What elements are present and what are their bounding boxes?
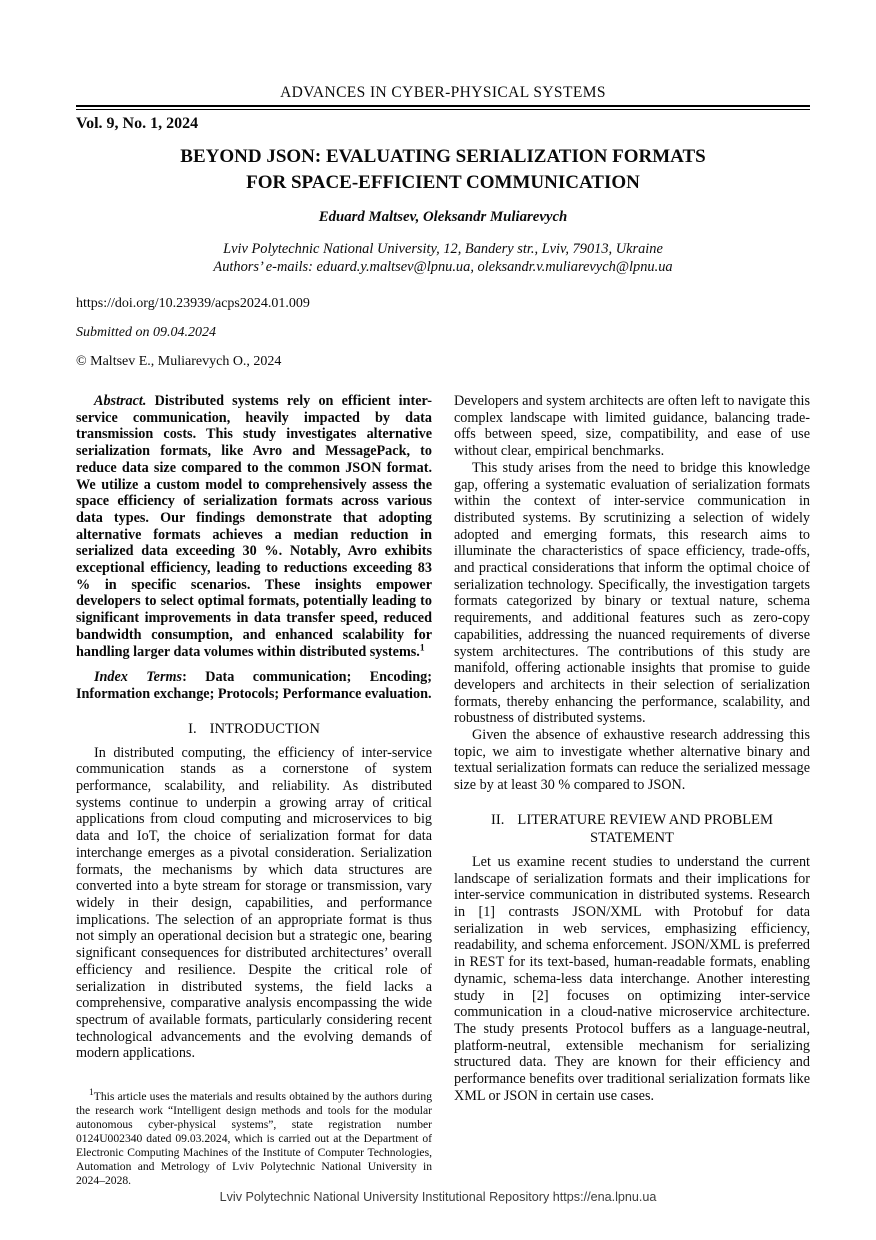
article-title [76, 144, 810, 196]
abstract-label: Abstract. [94, 393, 147, 409]
two-column-body [76, 393, 810, 1188]
copyright-line: © Maltsev E., Muliarevych O., 2024 [76, 354, 282, 369]
section-number: I. [188, 720, 197, 737]
page-content [76, 0, 810, 1188]
index-terms-colon: : [182, 669, 206, 686]
footnote-marker: 1 [89, 1088, 94, 1099]
article-title-line1: BEYOND JSON: EVALUATING SERIALIZATION FORMATS [180, 146, 706, 167]
section-number: II. [491, 811, 505, 828]
body-paragraph-continuation: Developers and system architects are often left to navigate this complex landscape with limited guidance, balancing trade-offs between speed, size, compatibility, and ease of use without clear, empirical benchmarks. [454, 393, 810, 460]
left-column [76, 393, 432, 1188]
abstract-text: Distributed systems rely on efficient inter-service communication, heavily impacted by data transmission costs. This study investigates alternative serialization formats, like Avro and MessagePack, to reduce data size compared to the common JSON format. We utilize a custom model to comprehensively assess the space efficiency of serialization formats across various data types. Our findings demonstrate that adopting alternative formats achieves a median reduction in serialized data exceeding 30 %. Notably, Avro exhibits exceptional efficiency, leading to reductions exceeding 83 % in specific scenarios. These insights empower developers to select optimal formats, potentially leading to significant improvements in data transfer speed, reduced bandwidth consumption, and enhanced scalability for handling larger data volumes within distributed systems. [76, 393, 432, 660]
footnote [76, 1080, 432, 1188]
body-paragraph-literature: Let us examine recent studies to understand the current landscape of serialization formats and their implications for inter-service communication in distributed systems. Research in [1] contrasts JSON/XML with Protobuf for data serialization in web services, emphasizing efficiency, readability, and schema enforcement. JSON/XML is preferred in REST for its text-based, human-readable formats, enabling dynamic, schema-less data interchange. Another interesting study in [2] focuses on optimizing inter-service communication in a cloud-native microservice architecture. The study presents Protocol buffers as a language-neutral, platform-neutral, extensible mechanism for serializing structured data. They are known for their efficiency and performance benefits over traditional serialization formats like XML or JSON in certain use cases. [454, 853, 810, 1104]
emails-line: Authors’ e-mails: eduard.y.maltsev@lpnu.ua, oleksandr.v.muliarevych@lpnu.ua [213, 259, 673, 275]
body-paragraph-given-absence: Given the absence of exhaustive research addressing this topic, we aim to investigate whether alternative binary and textual serialization formats can reduce the serialized message size by at least 30 % compared to JSON. [454, 727, 810, 794]
volume-line: Vol. 9, No. 1, 2024 [76, 115, 199, 132]
body-paragraph-study-arises: This study arises from the need to bridge this knowledge gap, offering a systematic evaluation of serialization formats within the context of inter-service communication in distributed systems. By scrutinizing a selection of widely adopted and emerging formats, this research aims to illuminate the characteristics of space efficiency, trade-offs, and practical considerations that inform the optimal choice of serialization technology. Specifically, the investigation targets formats categorized by binary or textual nature, schema requirements, and additional features such as zero-copy capabilities, addressing the nuanced requirements of diverse system architectures. The contributions of this study are manifold, offering actionable insights that promise to guide developers and architects in their selection of serialization formats, thereby enhancing the performance, scalability, and robustness of distributed systems. [454, 459, 810, 727]
right-column [454, 393, 810, 1188]
article-title-line2: FOR SPACE-EFFICIENT COMMUNICATION [246, 172, 640, 193]
repository-footer: Lviv Polytechnic National University Institutional Repository https://ena.lpnu.ua [219, 1190, 657, 1204]
footnote-text: This article uses the materials and results obtained by the authors during the research work “Intelligent design methods and tools for the modular autonomous cyber-physical systems”, state registration number 0124U002340 dated 09.03.2024, which is carried out at the Department of Electronic Computing Machines of the Institute of Computer Technologies, Automation and Metrology of Lviv Polytechnic National University in 2024–2028. [76, 1090, 432, 1187]
intro-paragraph: In distributed computing, the efficiency of inter-service communication stands as a cornerstone of system performance, scalability, and reliability. As distributed systems continue to underpin a growing array of critical applications from cloud computing and microservices to big data and IoT, the choice of serialization format for data interchange emerges as a pivotal consideration. Serialization formats, the mechanisms by which data structures are converted into a byte stream for storage or transmission, vary widely in their design, capabilities, and performance implications. The selection of an appropriate format is thus not simply an operational decision but a strategic one, bearing significant consequences for distributed architectures’ overall efficiency and resilience. Despite the critical role of serialization in distributed systems, the field lacks a comprehensive, comparative analysis encompassing the wide spectrum of available formats, particularly considering recent technological advancements and the evolving demands of modern applications. [76, 744, 432, 1062]
section-heading-literature-review [454, 811, 810, 847]
abstract-footnote-marker: 1 [419, 642, 425, 653]
abstract-paragraph [76, 393, 432, 660]
header-rule [76, 105, 810, 110]
authors-line: Eduard Maltsev, Oleksandr Muliarevych [318, 209, 568, 225]
index-terms-label: Index Terms [94, 669, 183, 686]
affiliation-line: Lviv Polytechnic National University, 12, Bandery str., Lviv, 79013, Ukraine [223, 241, 663, 257]
index-terms-text: Data communication; Encoding; Information exchange; Protocols; Performance evaluation. [76, 669, 432, 702]
section-heading-introduction [76, 720, 432, 738]
index-terms-paragraph [76, 669, 432, 702]
section-title: LITERATURE REVIEW AND PROBLEM STATEMENT [517, 811, 773, 846]
submitted-line: Submitted on 09.04.2024 [76, 325, 216, 340]
section-title: INTRODUCTION [209, 720, 320, 737]
journal-header: ADVANCES IN CYBER-PHYSICAL SYSTEMS [280, 84, 606, 101]
doi-line: https://doi.org/10.23939/acps2024.01.009 [76, 296, 310, 311]
